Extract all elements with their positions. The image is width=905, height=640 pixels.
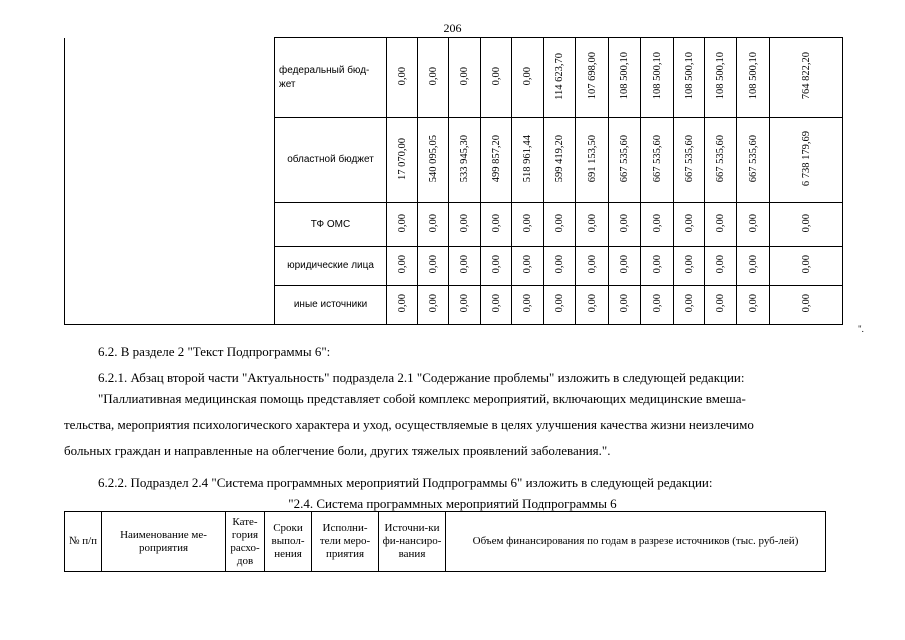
source-label: ТФ ОМС: [275, 203, 387, 247]
value-cell: 0,00: [609, 203, 641, 247]
value-cell: 108 500,10: [641, 38, 674, 118]
paragraph-6-2-1: 6.2.1. Абзац второй части "Актуальность" подраздела 2.1 "Содержание проблемы" изложить в следующей редакции:: [98, 370, 745, 385]
value-cell: 667 535,60: [737, 118, 770, 203]
value-cell: 0,00: [674, 203, 705, 247]
value-cell: 0,00: [481, 286, 512, 325]
palliative-line: тельства, мероприятия психологического характера и уход, осуществляемые в целях улучшения качества жизни неизлечимо: [64, 417, 754, 432]
value-cell: 0,00: [418, 38, 449, 118]
source-label: юридические лица: [275, 247, 387, 286]
value-cell: 114 623,70: [544, 38, 576, 118]
value-cell: 0,00: [705, 286, 737, 325]
value-cell: 0,00: [737, 286, 770, 325]
value-cell: 0,00: [674, 247, 705, 286]
value-cell: 0,00: [481, 203, 512, 247]
section-caption: "2.4. Система программных мероприятий Подпрограммы 6: [288, 496, 617, 511]
total-cell: 764 822,20: [770, 38, 843, 118]
value-cell: 0,00: [544, 247, 576, 286]
source-label: иные источники: [275, 286, 387, 325]
table-row: [65, 38, 843, 118]
table-header-row: [65, 512, 826, 572]
palliative-line: больных граждан и направленные на облегчение боли, других тяжелых проявлений заболевания.".: [64, 443, 611, 458]
value-cell: 0,00: [387, 286, 418, 325]
value-cell: 108 500,10: [705, 38, 737, 118]
value-cell: 108 500,10: [674, 38, 705, 118]
header-deadlines: Сроки выпол-нения: [265, 512, 312, 572]
value-cell: 0,00: [641, 203, 674, 247]
value-cell: 667 535,60: [674, 118, 705, 203]
value-cell: 0,00: [481, 247, 512, 286]
value-cell: 0,00: [449, 247, 481, 286]
source-label: федеральный бюд-жет: [275, 38, 387, 118]
value-cell: 0,00: [737, 247, 770, 286]
value-cell: 0,00: [737, 203, 770, 247]
total-cell: 0,00: [770, 286, 843, 325]
palliative-paragraph: [98, 386, 869, 412]
value-cell: 0,00: [544, 203, 576, 247]
paragraph-6-2-2: 6.2.2. Подраздел 2.4 "Система программных мероприятий Подпрограммы 6" изложить в следующей редакции:: [98, 475, 713, 490]
header-measure-name: Наименование ме-роприятия: [102, 512, 226, 572]
funding-table: [64, 37, 843, 325]
value-cell: 0,00: [544, 286, 576, 325]
value-cell: 0,00: [576, 203, 609, 247]
value-cell: 540 095,05: [418, 118, 449, 203]
value-cell: 0,00: [418, 203, 449, 247]
table-end-quote: ".: [858, 324, 864, 334]
header-expense-category: Кате-гория расхо-дов: [226, 512, 265, 572]
value-cell: 0,00: [387, 203, 418, 247]
total-cell: 6 738 179,69: [770, 118, 843, 203]
value-cell: 0,00: [481, 38, 512, 118]
value-cell: 0,00: [512, 38, 544, 118]
value-cell: 107 698,00: [576, 38, 609, 118]
value-cell: 108 500,10: [609, 38, 641, 118]
header-executors: Исполни-тели меро-приятия: [312, 512, 379, 572]
value-cell: 0,00: [449, 203, 481, 247]
value-cell: 0,00: [449, 286, 481, 325]
paragraph-6-2: 6.2. В разделе 2 "Текст Подпрограммы 6":: [98, 344, 331, 359]
page-number: 206: [443, 21, 462, 35]
value-cell: 0,00: [705, 247, 737, 286]
palliative-line: "Паллиативная медицинская помощь представляет собой комплекс мероприятий, включающих медицинские вмеша-: [98, 391, 746, 406]
value-cell: 691 153,50: [576, 118, 609, 203]
value-cell: 0,00: [674, 286, 705, 325]
value-cell: 0,00: [512, 203, 544, 247]
value-cell: 0,00: [512, 247, 544, 286]
header-funding-sources: Источни-ки фи-нансиро-вания: [379, 512, 446, 572]
palliative-paragraph-cont: [64, 412, 869, 464]
blank-merged-cell: [65, 38, 275, 325]
header-funding-volume: Объем финансирования по годам в разрезе источников (тыс. руб-лей): [446, 512, 826, 572]
value-cell: 667 535,60: [641, 118, 674, 203]
value-cell: 108 500,10: [737, 38, 770, 118]
value-cell: 0,00: [449, 38, 481, 118]
value-cell: 0,00: [641, 247, 674, 286]
value-cell: 0,00: [418, 286, 449, 325]
value-cell: 599 419,20: [544, 118, 576, 203]
value-cell: 0,00: [641, 286, 674, 325]
total-cell: 0,00: [770, 247, 843, 286]
value-cell: 0,00: [609, 247, 641, 286]
value-cell: 0,00: [418, 247, 449, 286]
value-cell: 667 535,60: [705, 118, 737, 203]
measures-header-table: [64, 511, 826, 572]
total-cell: 0,00: [770, 203, 843, 247]
value-cell: 0,00: [609, 286, 641, 325]
value-cell: 0,00: [387, 38, 418, 118]
value-cell: 533 945,30: [449, 118, 481, 203]
value-cell: 0,00: [512, 286, 544, 325]
value-cell: 667 535,60: [609, 118, 641, 203]
source-label: областной бюджет: [275, 118, 387, 203]
value-cell: 0,00: [705, 203, 737, 247]
value-cell: 0,00: [387, 247, 418, 286]
value-cell: 499 857,20: [481, 118, 512, 203]
value-cell: 518 961,44: [512, 118, 544, 203]
header-number: № п/п: [65, 512, 102, 572]
value-cell: 17 070,00: [387, 118, 418, 203]
value-cell: 0,00: [576, 286, 609, 325]
value-cell: 0,00: [576, 247, 609, 286]
